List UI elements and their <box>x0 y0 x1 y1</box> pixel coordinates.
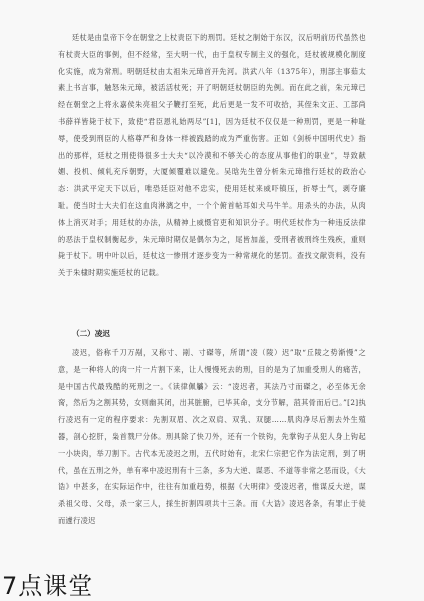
body-text-bottom <box>58 345 366 530</box>
section-heading-lingchi: （二）凌迟 <box>72 329 110 338</box>
paragraph-tingzhang: 廷杖是由皇帝下令在朝堂之上杖责臣下的刑罚。廷杖之制始于东汉，汉后明前历代虽然也有杖责大臣的事例，但不经常，至大明一代，由于皇权专制主义的强化，廷杖被规模化制度化实施，成为常刑。明朝廷杖由太祖朱元璋首开先河。洪武八年（1375年），刑部主事茹太素上书言事，触怒朱元璋，被活活杖死；开了明朝廷杖朝臣的先例。而在此之前，朱元璋已经在朝堂之上将永嘉侯朱亮祖父子鞭打至死，此后更是一发不可收拾，其侄朱文正、工部尚书薛祥皆毙于杖下，致使“君臣恩礼始两尽”[1]，因为廷杖不仅仅是一种刑罚，更是一种耻辱，使受到刑臣的人格尊严和身体一样被践踏的成为严重伤害。正如《剑桥中国明代史》指出的那样，廷杖之刑使得很多士大夫“以冷漠和不够关心的态度从事他们的职业”，导致献媚、投机、倾轧充斥朝野，大厦倾覆难以避免。吴晗先生曾分析朱元璋推行廷杖的政治心态：洪武平定天下以后，唯恐廷臣对他不忠实，使用廷杖来威吓镇压，折辱士气，剥夺廉耻。使当时士大夫们在这血肉淋漓之中，一个个俯首帖耳如犬马牛羊。用杀头的办法，从肉体上消灭对手；用廷杖的办法，从精神上威慑官吏和知识分子。明代廷杖作为一种违反法律的恶法于皇权制衡起步，朱元璋时期仅是偶尔为之，尾皆加盖，受刑者被刑终生残疾，重则毙于杖下。明中叶以后，廷杖这一惨刑才逐步变为一种常规化的惩罚。查找文献资料，没有关于朱棣时期实施廷杖的记载。 <box>58 33 366 278</box>
paragraph-lingchi: 凌迟，俗称千刀万剐，又称寸、剐、寸磔等，所谓“凌（陵）迟”取“丘陵之势渐慢”之意，是一种将人的肉一片一片割下来，让人慢慢死去的刑，目的是为了加重受刑人的痛苦，是中国古代最残酷的死刑之一。《读律佩觿》云：“凌迟者，其法乃寸而磔之，必至体无余脔，然后为之割其势，女则幽其闭，出其脏腑，已毕其命，支分节解，菹其骨而后已。”[2]执行凌迟有一定的程序要求：先割双眉、次之双肩、双乳、双腿……肌肉净尽后割去外生殖器，剖心挖肝，枭首戮尸分体。刑具除了快刀外，还有一个铁钩，先掌钩子从犯人身上钩起一小块肉，举刀割下。古代本无凌迟之刑，五代时始有，北宋仁宗把它作为法定刑，到了明代，虽在五刑之外，单有率中凌迟刑有十三条，多为大逆、谋恶、不道等非常之恶而设，《大诰》中甚多，在实际运作中，往往有加重趋势，根据《大明律》受凌迟者，惟谋反大逆，谋杀祖父母、父母，杀一家三人，採生折割四项共十三条。而《大诰》凌迟各条，有罪止于徒而遽行凌迟 <box>58 348 366 525</box>
watermark-logo-text: 7点课堂 <box>2 572 94 600</box>
body-text-top <box>58 30 366 282</box>
